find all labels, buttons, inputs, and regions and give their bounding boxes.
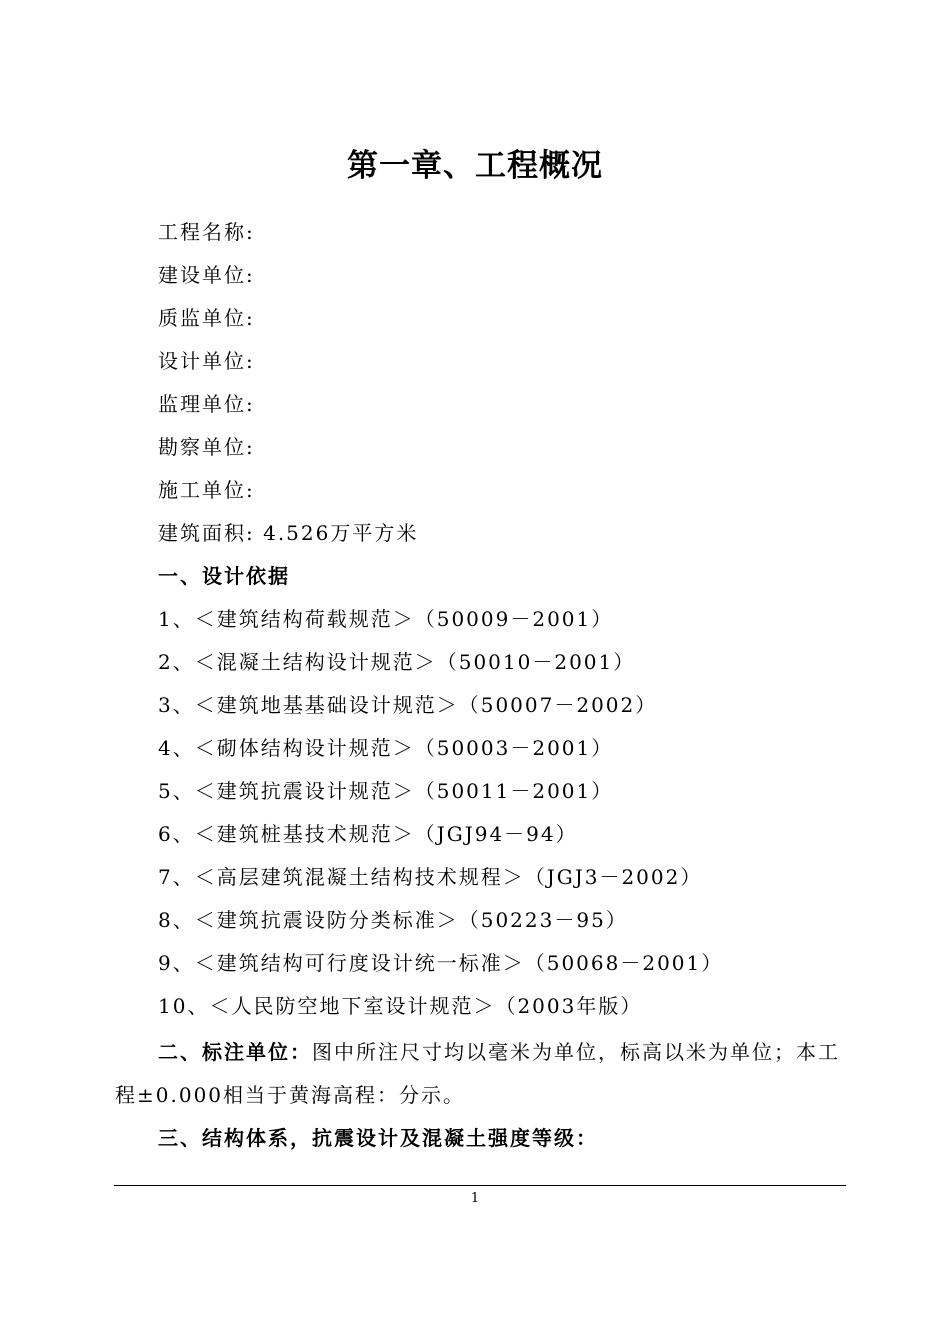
design-basis-item: 10、＜人民防空地下室设计规范＞（2003年版） [158, 994, 643, 1018]
design-basis-item: 8、＜建筑抗震设防分类标准＞（50223－95） [158, 908, 628, 932]
section-design-basis-heading: 一、设计依据 [158, 564, 290, 588]
design-basis-item: 4、＜砌体结构设计规范＞（50003－2001） [158, 736, 614, 760]
section-units-text: 图中所注尺寸均以毫米为单位，标高以米为单位；本工程±0.000相当于黄海高程：分示。 [115, 1040, 840, 1107]
chapter-title: 第一章、工程概况 [347, 148, 603, 184]
footer-divider [114, 1185, 846, 1186]
info-building-area: 建筑面积: 4.526万平方米 [158, 521, 419, 545]
info-contractor-unit: 施工单位: [158, 478, 255, 502]
info-survey-unit: 勘察单位: [158, 435, 255, 459]
section-units-heading: 二、标注单位： [158, 1040, 312, 1064]
page-number: 1 [470, 1191, 480, 1206]
info-design-unit: 设计单位: [158, 349, 255, 373]
design-basis-item: 9、＜建筑结构可行度设计统一标准＞（50068－2001） [158, 951, 724, 975]
section-units-paragraph [115, 1031, 850, 1117]
design-basis-item: 3、＜建筑地基基础设计规范＞（50007－2002） [158, 693, 658, 717]
section-structure-heading: 三、结构体系，抗震设计及混凝土强度等级： [158, 1126, 598, 1150]
info-supervision-unit: 监理单位: [158, 392, 255, 416]
design-basis-item: 7、＜高层建筑混凝土结构技术规程＞（JGJ3－2002） [158, 865, 703, 889]
info-project-name: 工程名称: [158, 220, 255, 244]
info-construction-unit: 建设单位: [158, 263, 255, 287]
design-basis-item: 1、＜建筑结构荷载规范＞（50009－2001） [158, 607, 614, 631]
info-quality-supervision-unit: 质监单位: [158, 306, 255, 330]
design-basis-item: 5、＜建筑抗震设计规范＞（50011－2001） [158, 779, 614, 803]
design-basis-item: 2、＜混凝土结构设计规范＞（50010－2001） [158, 650, 636, 674]
design-basis-item: 6、＜建筑桩基技术规范＞（JGJ94－94） [158, 822, 578, 846]
